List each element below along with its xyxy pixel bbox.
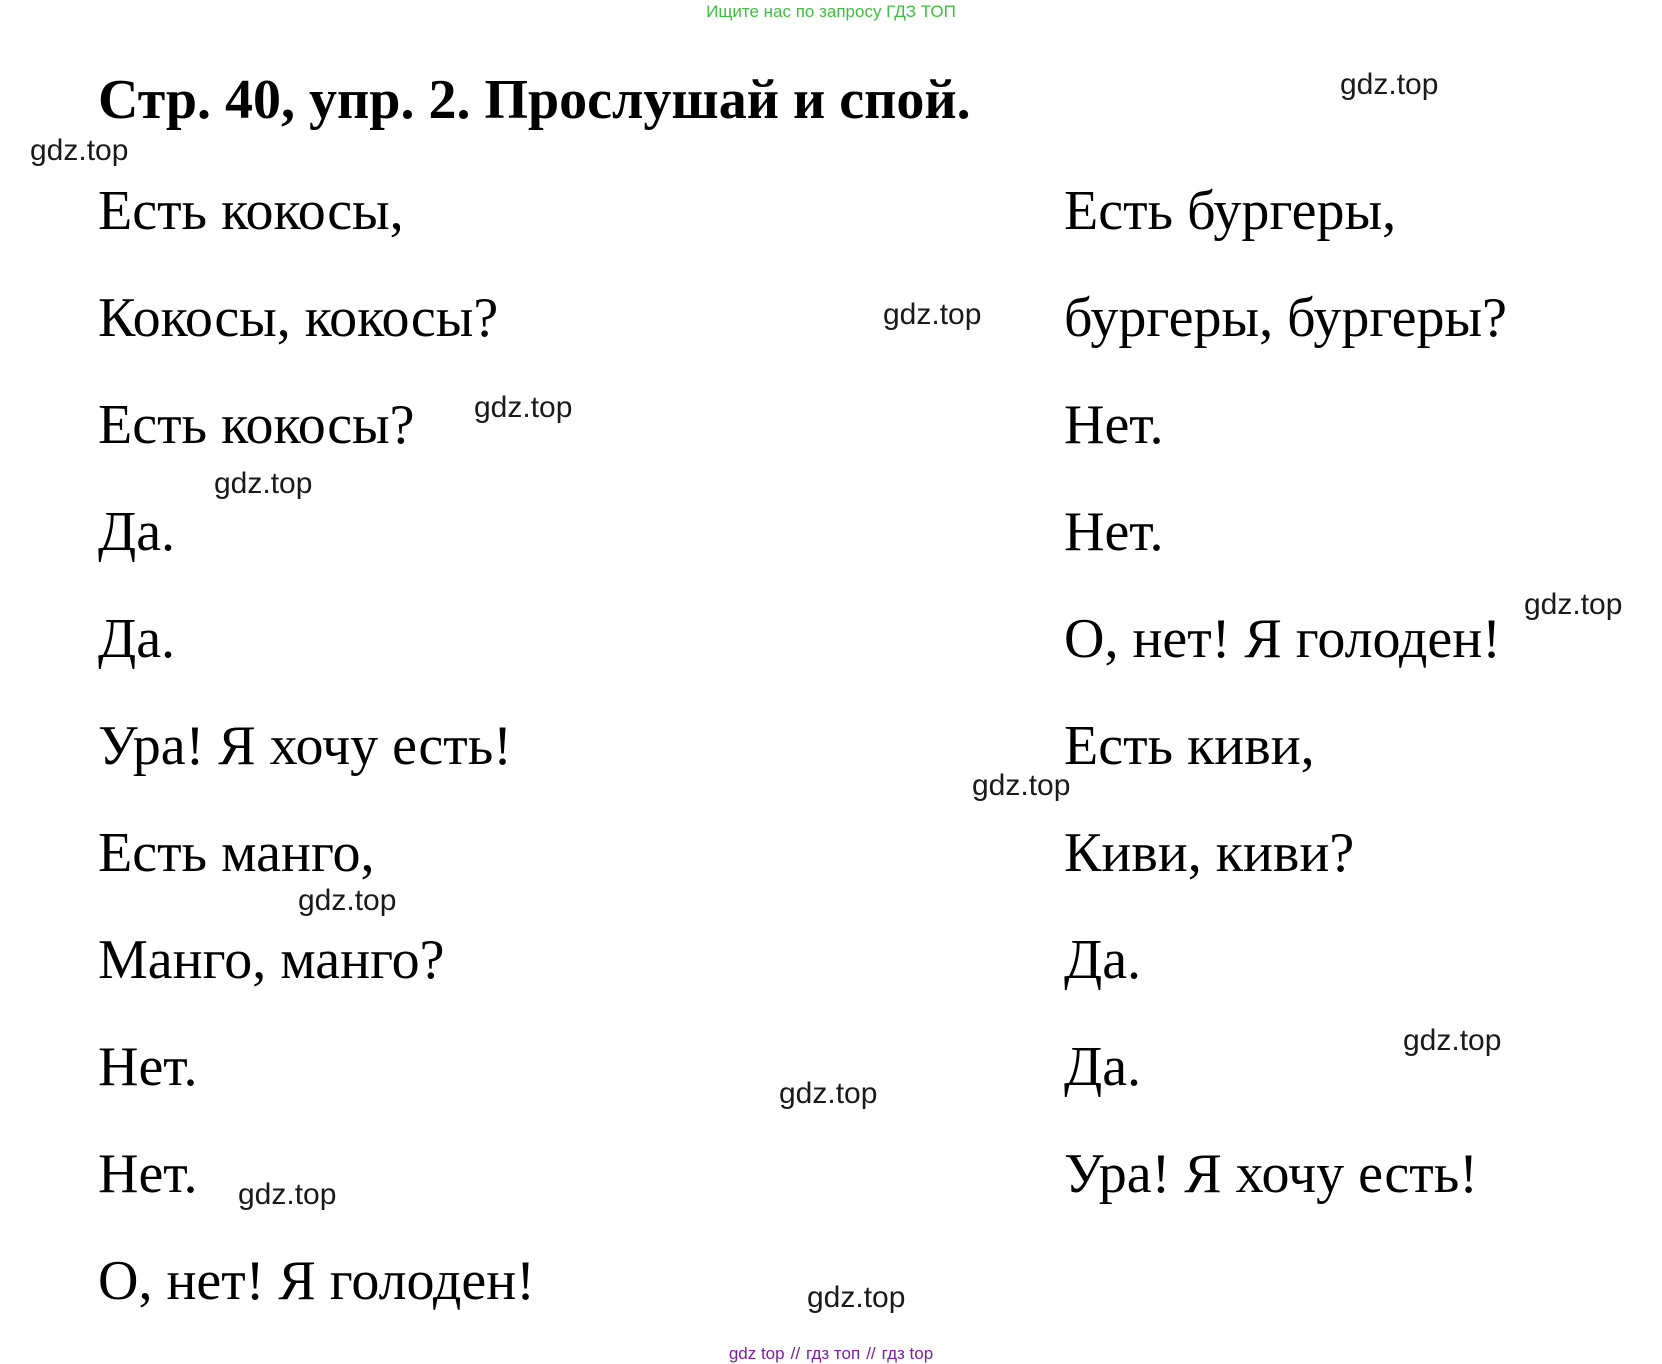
watermark: gdz.top [214,467,313,500]
song-line: Есть манго, [98,822,375,884]
watermark: gdz.top [30,134,129,167]
watermark: gdz.top [1403,1024,1502,1057]
footer-links [0,1344,1662,1364]
song-line: Кокосы, кокосы? [98,287,499,349]
song-line: Есть кокосы? [98,394,415,456]
watermark: gdz.top [298,884,397,917]
song-line: О, нет! Я голоден! [98,1250,535,1312]
watermark: gdz.top [779,1077,878,1110]
song-line: Нет. [98,1143,198,1205]
song-line: Да. [1064,1036,1142,1098]
song-line: Да. [1064,929,1142,991]
footer-separator: // [790,1344,801,1363]
song-line: бургеры, бургеры? [1064,287,1507,349]
watermark: gdz.top [238,1178,337,1211]
watermark: gdz.top [1340,68,1439,101]
watermark: gdz.top [807,1281,906,1314]
song-line: Есть киви, [1064,715,1315,777]
watermark: gdz.top [972,769,1071,802]
song-line: Да. [98,608,176,670]
song-right-column [1064,168,1507,1238]
song-left-column [98,168,535,1345]
watermark: gdz.top [883,298,982,331]
top-banner: Ищите нас по запросу ГДЗ ТОП [706,2,956,21]
footer-link[interactable]: гдз top [881,1344,934,1363]
song-line: Киви, киви? [1064,822,1355,884]
song-line: Нет. [1064,394,1164,456]
watermark: gdz.top [1524,588,1623,621]
song-line: Нет. [1064,501,1164,563]
footer-link[interactable]: gdz top [728,1344,785,1363]
song-line: Есть бургеры, [1064,180,1397,242]
song-line: Да. [98,501,176,563]
footer-separator: // [866,1344,876,1363]
song-line: Манго, манго? [98,929,445,991]
footer-link[interactable]: гдз топ [806,1344,861,1363]
song-line: Нет. [98,1036,198,1098]
song-line: О, нет! Я голоден! [1064,608,1501,670]
song-line: Ура! Я хочу есть! [98,715,512,777]
song-line: Ура! Я хочу есть! [1064,1143,1478,1205]
watermark: gdz.top [474,391,573,424]
song-line: Есть кокосы, [98,180,404,242]
page-title: Стр. 40, упр. 2. Прослушай и спой. [98,69,971,131]
